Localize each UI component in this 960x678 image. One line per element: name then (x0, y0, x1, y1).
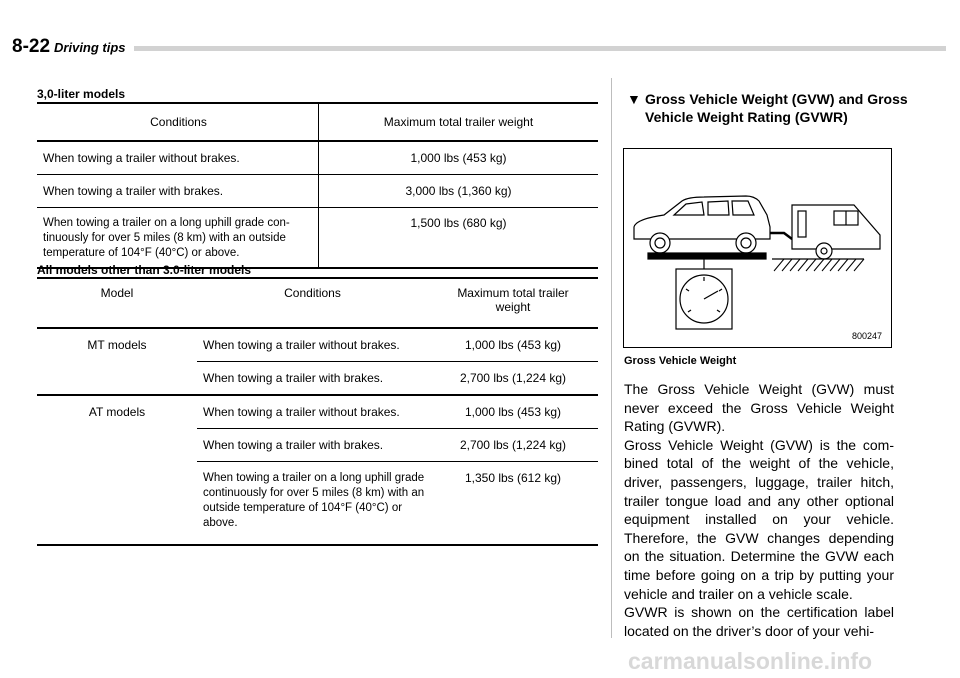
condition-cell: When towing a trailer on a long uphill grade con-tinuously for over 5 miles (8 km) with an outside temperature of 104°F (40°C) or above. (37, 208, 319, 269)
section-title: Driving tips (54, 39, 126, 55)
gvw-figure (623, 148, 892, 348)
weight-cell: 1,000 lbs (453 kg) (319, 141, 599, 175)
car-trailer-scale-illustration (624, 149, 891, 347)
table2-label: All models other than 3.0-liter models (37, 263, 252, 277)
paragraph: GVWR is shown on the certification label located on the driver’s door of your vehi- (624, 604, 894, 639)
column-header: Maximum total trailer weight (319, 103, 599, 141)
condition-cell: When towing a trailer with brakes. (197, 362, 428, 396)
weight-cell: 1,500 lbs (680 kg) (410, 216, 507, 230)
condition-cell: When towing a trailer without brakes. (197, 395, 428, 429)
condition-cell: When towing a trailer on a long uphill grade continuously for over 5 miles (8 km) with an outside temperature of 104°F (40°C) or above. (197, 462, 428, 546)
model-cell (37, 362, 197, 396)
paragraph: Gross Vehicle Weight (GVW) is the com-bined total of the weight of the vehicle, driver, passengers, luggage, trailer hitch, trailer tongue load and any other optional equipment installed on your vehicle. Therefore, the GVW changes depending on the situation. Determine the GVW each time before going on a trip by putting your vehicle and trailer on a vehicle scale. (624, 436, 894, 602)
column-header: Conditions (197, 278, 428, 328)
table-row (37, 175, 598, 208)
figure-caption: Gross Vehicle Weight (624, 355, 737, 367)
weight-cell: 1,000 lbs (453 kg) (428, 395, 598, 429)
table-row (37, 462, 598, 546)
model-cell (37, 462, 197, 546)
table-header-row (37, 103, 598, 141)
table-row (37, 208, 598, 269)
table-row (37, 141, 598, 175)
column-header: Maximum total trailer weight (428, 278, 598, 328)
trailer-weight-table-3l (37, 102, 598, 269)
table-row (37, 328, 598, 362)
table1-label: 3,0-liter models (37, 87, 126, 101)
header-rule (134, 46, 946, 51)
model-cell (37, 429, 197, 462)
watermark: carmanualsonline.info (628, 648, 873, 674)
body-text (624, 380, 894, 640)
table-row (37, 429, 598, 462)
trailer-weight-table-other (37, 277, 598, 546)
page-header (12, 36, 946, 58)
weight-cell: 3,000 lbs (1,360 kg) (319, 175, 599, 208)
weight-cell: 2,700 lbs (1,224 kg) (428, 429, 598, 462)
figure-code: 800247 (852, 331, 883, 341)
column-header: Conditions (37, 103, 319, 141)
heading-text: Gross Vehicle Weight (GVW) and Gross Vehicle Weight Rating (GVWR) (645, 91, 908, 125)
condition-cell: When towing a trailer with brakes. (37, 175, 319, 208)
weight-cell: 1,350 lbs (612 kg) (428, 462, 598, 546)
table-header-row (37, 278, 598, 328)
weight-cell: 1,000 lbs (453 kg) (464, 338, 562, 352)
condition-cell: When towing a trailer without brakes. (37, 141, 319, 175)
triangle-marker-icon: ▼ (627, 91, 641, 107)
model-cell: AT models (37, 395, 197, 429)
paragraph: The Gross Vehicle Weight (GVW) must never exceed the Gross Vehicle Weight Rating (GVWR). (624, 381, 894, 435)
page-number: 8-22 (12, 36, 51, 57)
condition-cell: When towing a trailer with brakes. (197, 429, 428, 462)
model-cell: MT models (87, 338, 147, 352)
column-divider (611, 78, 612, 638)
column-header: Model (37, 278, 197, 328)
weight-cell: 2,700 lbs (1,224 kg) (428, 362, 598, 396)
condition-cell: When towing a trailer without brakes. (203, 338, 400, 352)
table-row (37, 362, 598, 396)
table-row (37, 395, 598, 429)
